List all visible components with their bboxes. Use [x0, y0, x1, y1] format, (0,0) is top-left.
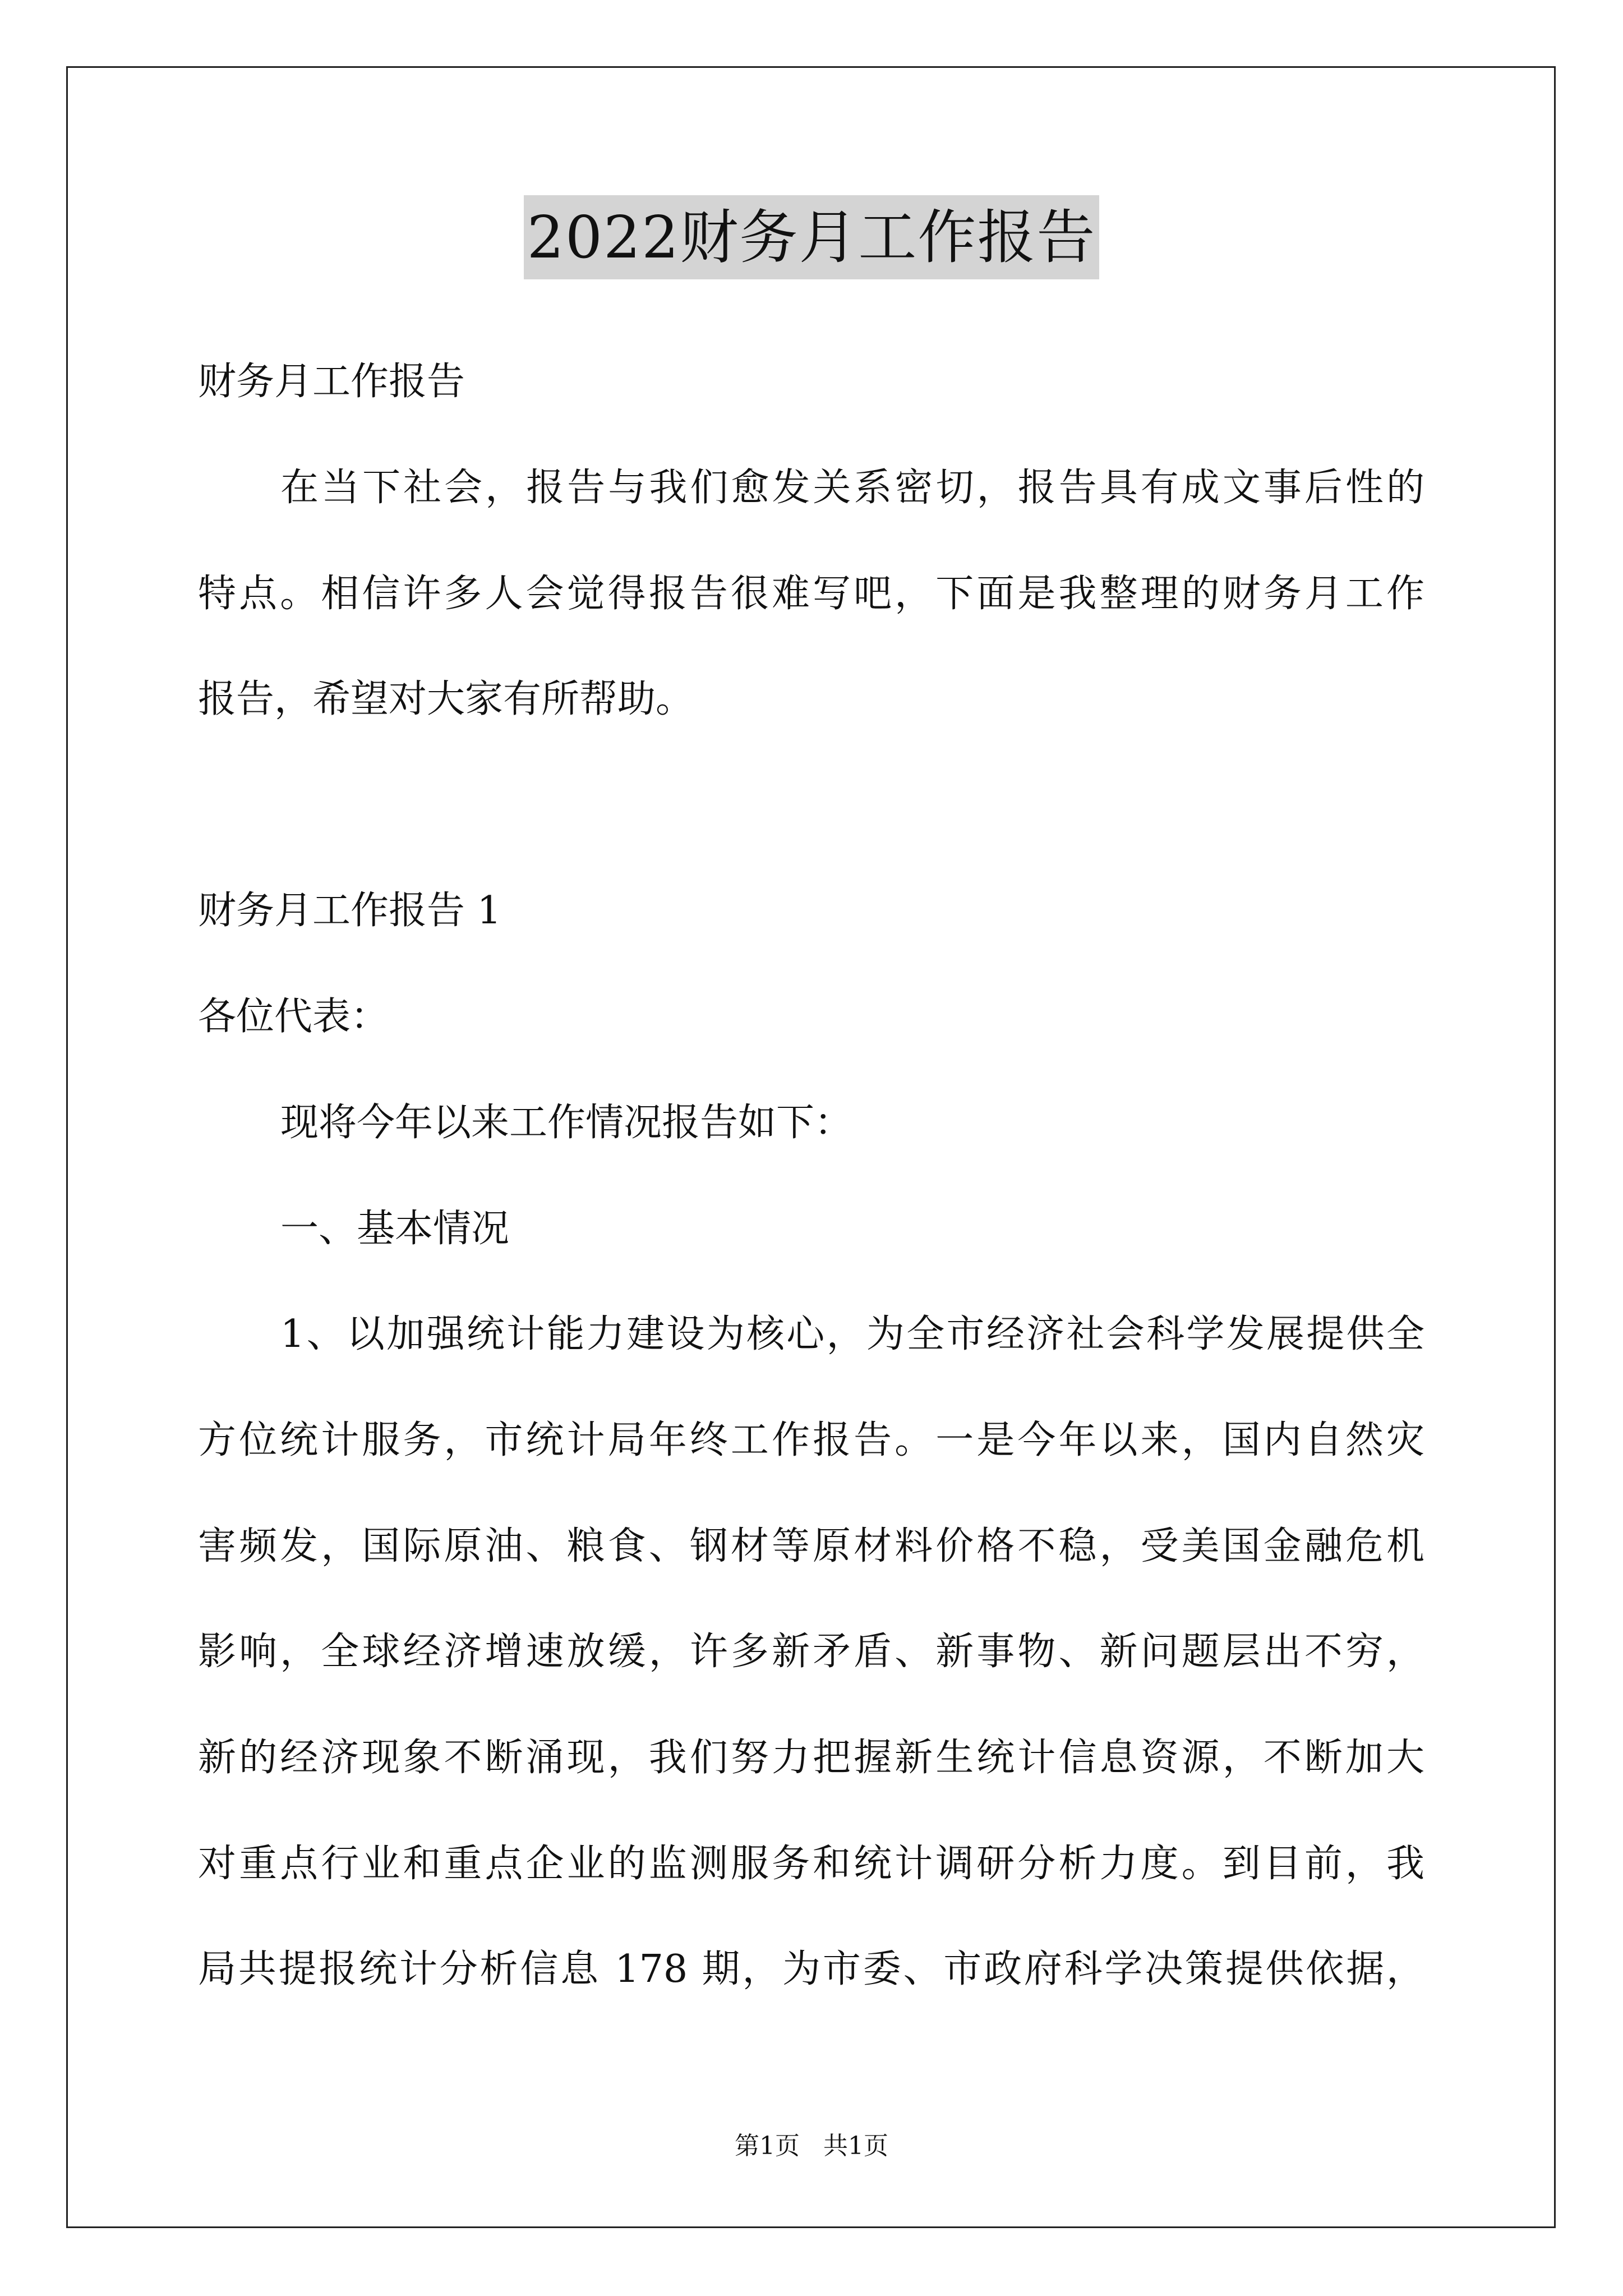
document-title: 2022财务月工作报告 [524, 195, 1100, 279]
intro-paragraph-line-1: 在当下社会，报告与我们愈发关系密切，报告具有成文事后性的 [280, 466, 1424, 510]
body-paragraph-line-3: 害频发，国际原油、粮食、钢材等原材料价格不稳，受美国金融危机 [198, 1524, 1424, 1568]
section-heading: 财务月工作报告 1 [198, 889, 501, 933]
body-paragraph-line-7: 局共提报统计分析信息 178 期，为市委、市政府科学决策提供依据， [198, 1947, 1424, 1991]
report-intro-line: 现将今年以来工作情况报告如下： [280, 1101, 853, 1145]
subheading-basic-situation: 一、基本情况 [280, 1207, 510, 1251]
body-paragraph-line-2: 方位统计服务，市统计局年终工作报告。一是今年以来，国内自然灾 [198, 1418, 1424, 1462]
intro-paragraph-line-3: 报告，希望对大家有所帮助。 [198, 677, 694, 721]
body-paragraph-line-1: 1、以加强统计能力建设为核心，为全市经济社会科学发展提供全 [280, 1312, 1424, 1356]
subtitle-line: 财务月工作报告 [198, 360, 465, 404]
body-paragraph-line-6: 对重点行业和重点企业的监测服务和统计调研分析力度。到目前，我 [198, 1842, 1424, 1886]
page-footer: 第1页 共1页 [735, 2132, 888, 2160]
body-paragraph-line-4: 影响，全球经济增速放缓，许多新矛盾、新事物、新问题层出不穷， [198, 1630, 1424, 1674]
title-container [0, 195, 1623, 279]
salutation-line: 各位代表： [198, 995, 389, 1039]
intro-paragraph-line-2: 特点。相信许多人会觉得报告很难写吧，下面是我整理的财务月工作 [198, 572, 1424, 616]
body-paragraph-line-5: 新的经济现象不断涌现，我们努力把握新生统计信息资源，不断加大 [198, 1736, 1424, 1780]
